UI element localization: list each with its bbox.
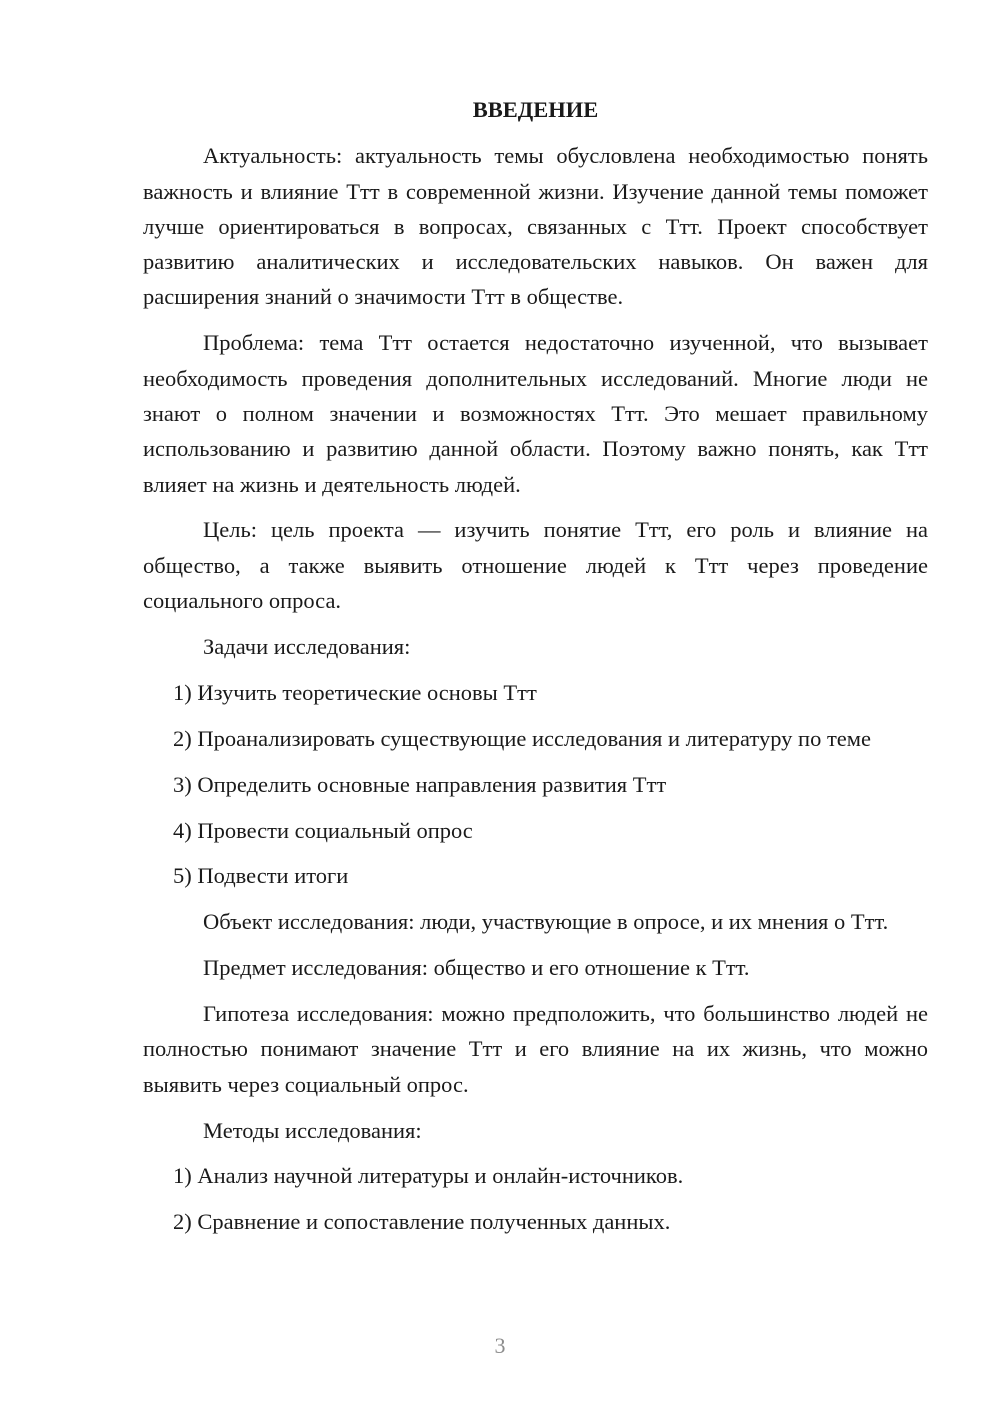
task-item-1: 1) Изучить теоретические основы Ттт — [173, 679, 537, 705]
task-item-4: 4) Провести социальный опрос — [173, 817, 473, 843]
task-item-3: 3) Определить основные направления развития Ттт — [173, 771, 667, 797]
paragraph-hypothesis: Гипотеза исследования: можно предположить, что большинство людей не полностью понимают значение Ттт и его влияние на их жизнь, что можно выявить через социальный опрос. — [143, 1001, 928, 1097]
section-title: ВВЕДЕНИЕ — [472, 97, 599, 122]
paragraph-object: Объект исследования: люди, участвующие в опросе, и их мнения о Ттт. — [203, 909, 889, 935]
paragraph-relevance: Актуальность: актуальность темы обусловлена необходимостью понять важность и влияние Ттт в современной жизни. Изучение данной темы поможет лучше ориентироваться в вопросах, связанных с Ттт. Проект способствует развитию аналитических и исследовательских навыков. Он важен для расширения знаний о значимости Ттт в обществе. — [143, 143, 928, 310]
paragraph-subject: Предмет исследования: общество и его отношение к Ттт. — [203, 955, 750, 981]
method-item-1: 1) Анализ научной литературы и онлайн-источников. — [173, 1163, 684, 1189]
paragraph-methods-heading: Методы исследования: — [203, 1117, 422, 1143]
method-item-2: 2) Сравнение и сопоставление полученных данных. — [173, 1209, 671, 1235]
paragraph-tasks-heading: Задачи исследования: — [203, 633, 411, 659]
paragraph-problem: Проблема: тема Ттт остается недостаточно изученной, что вызывает необходимость проведения дополнительных исследований. Многие люди не знают о полном значении и возможностях Ттт. Это мешает правильному использованию и развитию данной области. Поэтому важно понять, как Ттт влияет на жизнь и деятельность людей. — [143, 330, 928, 497]
task-item-2: 2) Проанализировать существующие исследования и литературу по теме — [173, 725, 871, 751]
page-number: 3 — [494, 1333, 506, 1358]
document-page — [143, 92, 928, 1250]
task-item-5: 5) Подвести итоги — [173, 863, 349, 889]
paragraph-goal: Цель: цель проекта — изучить понятие Ттт, его роль и влияние на общество, а также выявить отношение людей к Ттт через проведение социального опроса. — [143, 517, 928, 614]
